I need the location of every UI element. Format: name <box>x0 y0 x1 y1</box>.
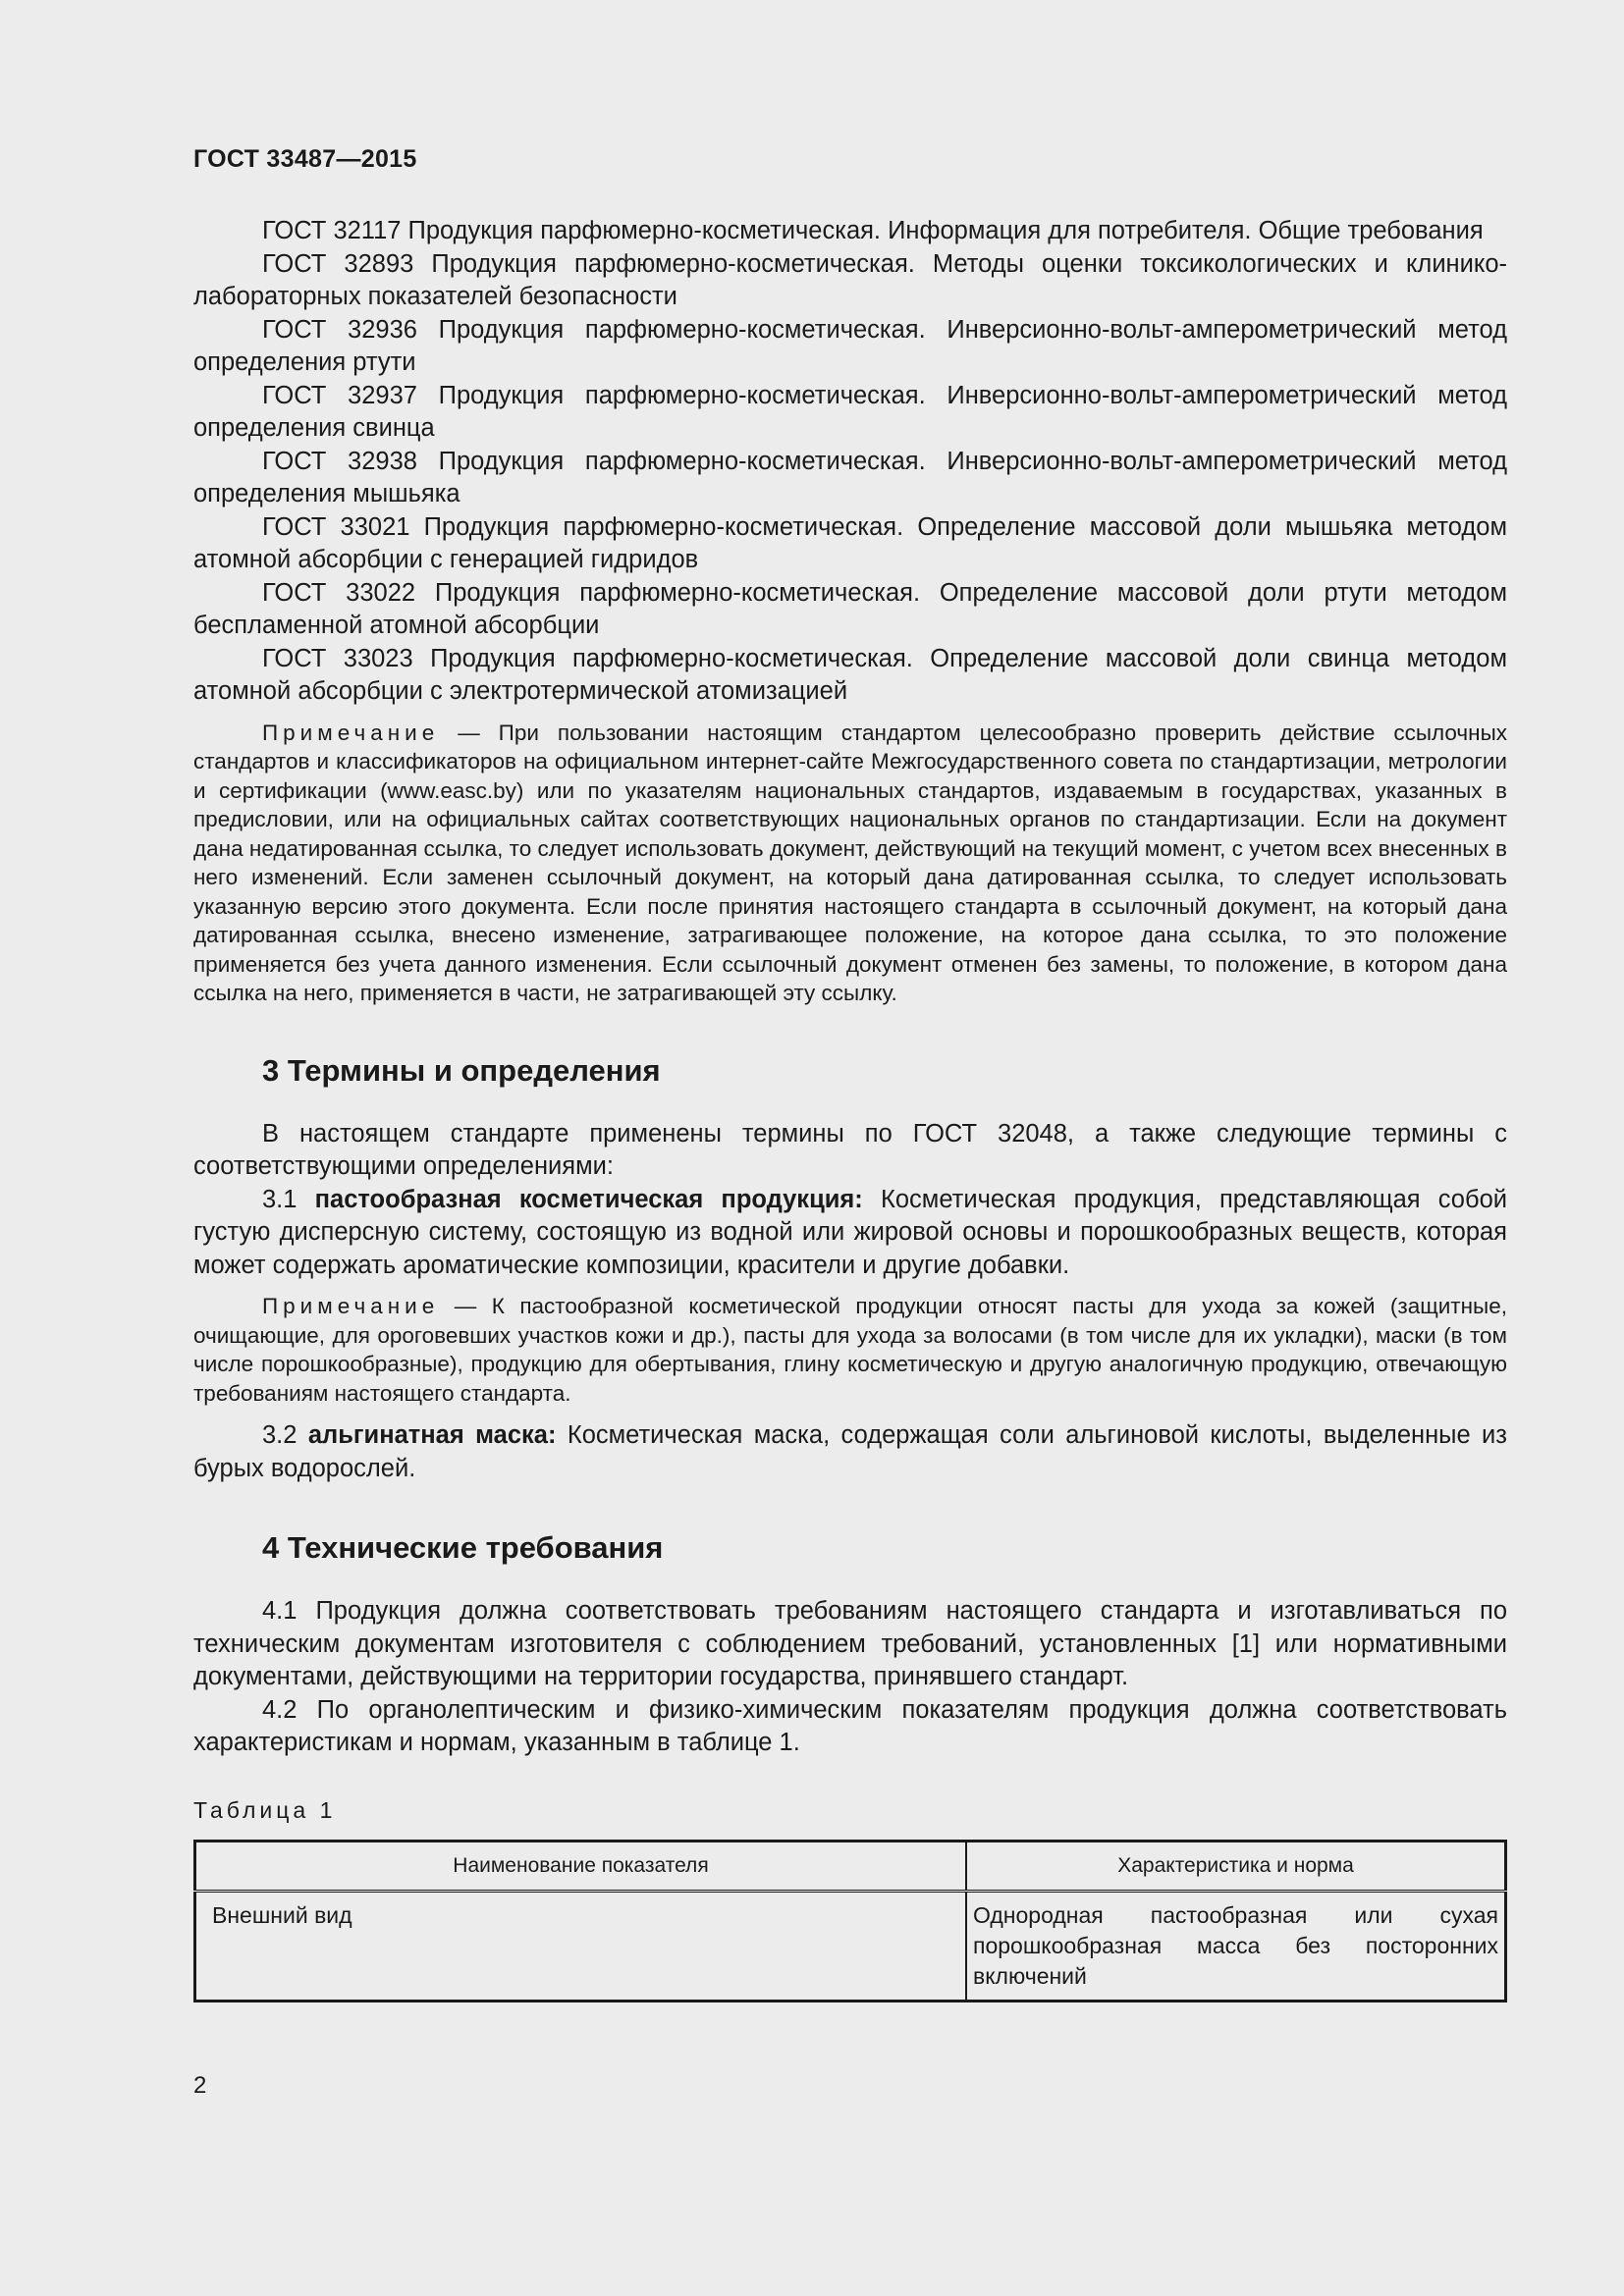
note-dash: — <box>439 720 499 745</box>
term-name: пастообразная косметическая продукция: <box>314 1185 863 1213</box>
page-number: 2 <box>193 2072 207 2099</box>
table-header-row <box>195 1841 1506 1891</box>
term-number: 3.1 <box>262 1185 315 1213</box>
reference-item: ГОСТ 32117 Продукция парфюмерно-косметическая. Информация для потребителя. Общие требования <box>262 217 1484 244</box>
term-definition: Косметическая маска, содержащая соли альгиновой кислоты, выделенные из бурых водорослей. <box>193 1421 1507 1482</box>
section-3-intro: В настоящем стандарте применены термины по ГОСТ 32048, а также следующие термины с соответствующими определениями: <box>193 1119 1507 1180</box>
term-definition: Косметическая продукция, представляющая собой густую дисперсную систему, состоящую из водной или жировой основы и порошкообразных веществ, которая может содержать ароматические композиции, красители и другие добавки. <box>193 1185 1507 1279</box>
references-note <box>193 719 1507 1008</box>
note-text: При пользовании настоящим стандартом целесообразно проверить действие ссылочных стандартов и классификаторов на официальном интернет-сайте Межгосударственного совета по стандартизации, метрологии и сертификации (www.easc.by) или по указателям национальных стандартов, издаваемым в государствах, указанных в предисловии, или на официальных сайтах соответствующих национальных органов по стандартизации. Если на документ дана недатированная ссылка, то следует использовать документ, действующий на текущий момент, с учетом всех внесенных в него изменений. Если заменен ссылочный документ, на который дана датированная ссылка, то следует использовать указанную версию этого документа. Если после принятия настоящего стандарта в ссылочный документ, на который дана датированная ссылка, внесено изменение, затрагивающее положение, на которое дана ссылка, то это положение применяется без учета данного изменения. Если ссылочный документ отменен без замены, то положение, в котором дана ссылка на него, применяется в части, не затрагивающей эту ссылку. <box>193 720 1507 1005</box>
term-name: альгинатная маска: <box>307 1421 557 1449</box>
reference-item: ГОСТ 33022 Продукция парфюмерно-косметическая. Определение массовой доли ртути методом беспламенной атомной абсорбции <box>193 578 1507 639</box>
reference-item: ГОСТ 32937 Продукция парфюмерно-косметическая. Инверсионно-вольт-амперометрический метод определения свинца <box>193 381 1507 442</box>
references-list <box>193 215 1507 709</box>
term-note <box>193 1292 1507 1408</box>
note-text: К пастообразной косметической продукции относят пасты для ухода за кожей (защитные, очищающие, для ороговевших участков кожи и др.), пасты для ухода за волосами (в том числе для их укладки), маски (в том числе порошкообразные), продукцию для обертывания, глину косметическую и другую аналогичную продукцию, отвечающую требованиям настоящего стандарта. <box>193 1294 1507 1406</box>
reference-item: ГОСТ 32936 Продукция парфюмерно-косметическая. Инверсионно-вольт-амперометрический метод определения ртути <box>193 315 1507 376</box>
table-caption: Таблица 1 <box>193 1796 337 1823</box>
reference-item: ГОСТ 32938 Продукция парфюмерно-косметическая. Инверсионно-вольт-амперометрический метод определения мышьяка <box>193 447 1507 507</box>
table-cell: Внешний вид <box>195 1891 967 2001</box>
note-dash: — <box>439 1294 492 1318</box>
table-header-cell: Характеристика и норма <box>966 1841 1506 1891</box>
document-page <box>193 145 1507 2002</box>
section-4-title: 4 Технические требования <box>262 1530 664 1565</box>
term-3-2 <box>193 1419 1507 1485</box>
requirement-4-2: 4.2 По органолептическим и физико-химическим показателям продукция должна соответствовать характеристикам и нормам, указанным в таблице 1. <box>193 1695 1507 1756</box>
reference-item: ГОСТ 33023 Продукция парфюмерно-косметическая. Определение массовой доли свинца методом атомной абсорбции с электротермической атомизацией <box>193 644 1507 705</box>
reference-item: ГОСТ 33021 Продукция парфюмерно-косметическая. Определение массовой доли мышьяка методом атомной абсорбции с генерацией гидридов <box>193 512 1507 573</box>
requirement-4-1: 4.1 Продукция должна соответствовать требованиям настоящего стандарта и изготавливаться по техническим документам изготовителя с соблюдением требований, установленных [1] или нормативными документами, действующими на территории государства, принявшего стандарт. <box>193 1597 1507 1690</box>
note-label: Примечание <box>262 1294 440 1318</box>
term-number: 3.2 <box>262 1421 308 1449</box>
section-3-title: 3 Термины и определения <box>262 1052 661 1088</box>
table-header-cell: Наименование показателя <box>195 1841 967 1891</box>
table-row <box>195 1891 1506 2001</box>
term-3-1 <box>193 1184 1507 1283</box>
table-cell: Однородная пастообразная или сухая порошкообразная масса без посторонних включений <box>973 1901 1498 1989</box>
document-header: ГОСТ 33487—2015 <box>193 145 417 173</box>
requirements-table <box>193 1840 1507 2002</box>
note-label: Примечание <box>262 720 440 745</box>
reference-item: ГОСТ 32893 Продукция парфюмерно-косметическая. Методы оценки токсикологических и клинико-лабораторных показателей безопасности <box>193 249 1507 310</box>
